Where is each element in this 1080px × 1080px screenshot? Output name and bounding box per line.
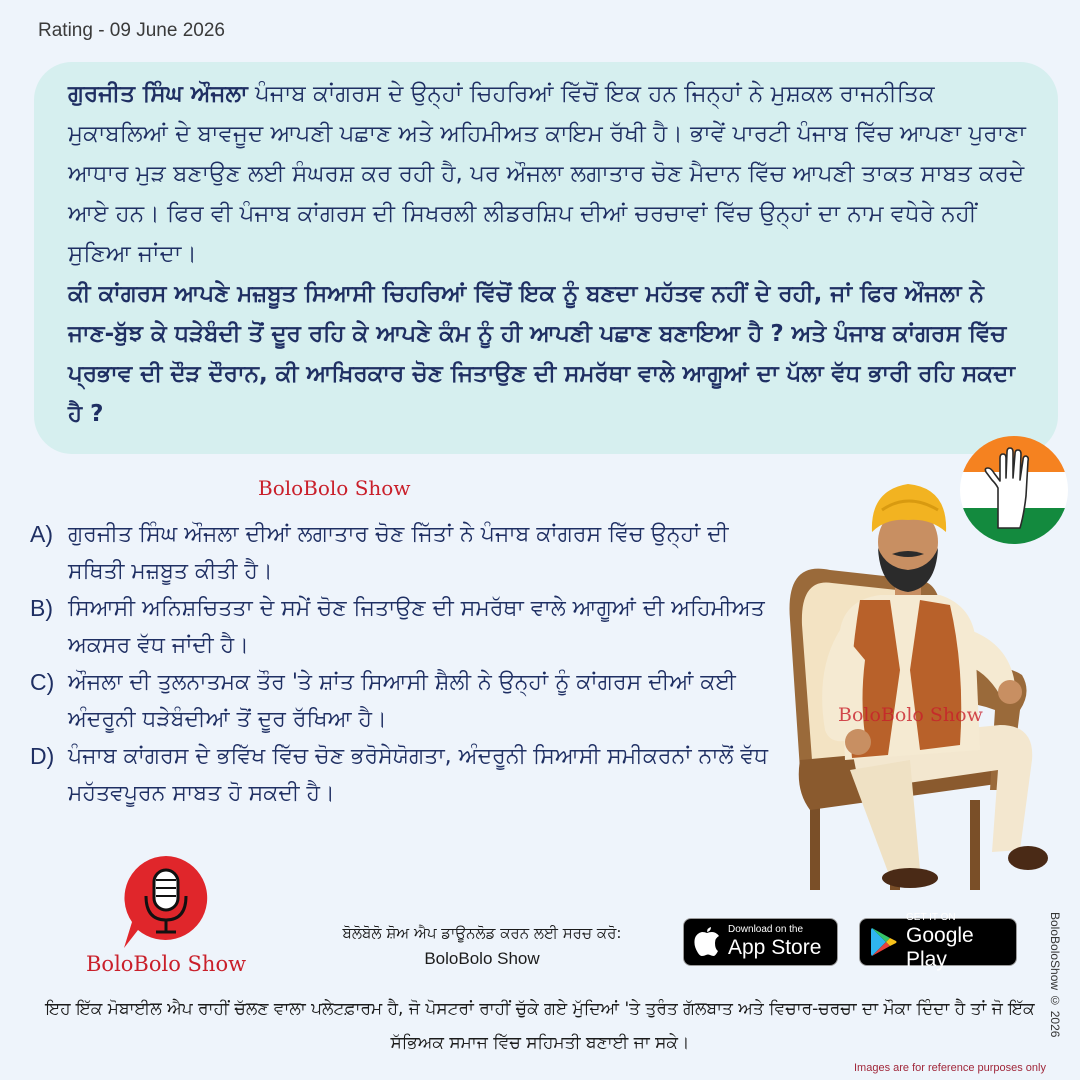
option-text: ਔਜਲਾ ਦੀ ਤੁਲਨਾਤਮਕ ਤੌਰ 'ਤੇ ਸ਼ਾਂਤ ਸਿਆਸੀ ਸ਼ੈਲੀ ਨੇ ਉਨ੍ਹਾਂ ਨੂੰ ਕਾਂਗਰਸ ਦੀਆਂ ਕਈ ਅੰਦਰੂਨੀ ਧੜੇਬੰਦੀਆਂ ਤੋਂ ਦੂਰ ਰੱਖਿਆ ਹੈ। <box>68 670 736 732</box>
rating-date: Rating - 09 June 2026 <box>38 20 225 41</box>
option-key: B) <box>30 595 53 621</box>
appstore-label: App Store <box>728 936 822 959</box>
download-prompt <box>292 920 672 972</box>
option-key: C) <box>30 669 55 695</box>
google-play-button[interactable] <box>859 912 1017 971</box>
download-instruction: ਬੋਲੋਬੋਲੋ ਸ਼ੋਅ ਐਪ ਡਾਊਨਲੋਡ ਕਰਨ ਲਈ ਸਰਚ ਕਰੋ: <box>342 924 622 942</box>
option-text: ਗੁਰਜੀਤ ਸਿੰਘ ਔਜਲਾ ਦੀਆਂ ਲਗਾਤਾਰ ਚੋਣ ਜਿੱਤਾਂ ਨੇ ਪੰਜਾਬ ਕਾਂਗਰਸ ਵਿੱਚ ਉਨ੍ਹਾਂ ਦੀ ਸਥਿਤੀ ਮਜ਼ਬੂਤ ਕੀਤੀ ਹੈ। <box>68 522 729 584</box>
intro-question: ਕੀ ਕਾਂਗਰਸ ਆਪਣੇ ਮਜ਼ਬੂਤ ਸਿਆਸੀ ਚਿਹਰਿਆਂ ਵਿੱਚੋਂ ਇਕ ਨੂੰ ਬਣਦਾ ਮਹੱਤਵ ਨਹੀਂ ਦੇ ਰਹੀ, ਜਾਂ ਫਿਰ ਔਜਲਾ ਨੇ ਜਾਣ-ਬੁੱਝ ਕੇ ਧੜੇਬੰਦੀ ਤੋਂ ਦੂਰ ਰਹਿ ਕੇ ਆਪਣੇ ਕੰਮ ਨੂੰ ਹੀ ਆਪਣੀ ਪਛਾਣ ਬਣਾਇਆ ਹੈ ? ਅਤੇ ਪੰਜਾਬ ਕਾਂਗਰਸ ਵਿੱਚ ਪ੍ਰਭਾਵ ਦੀ ਦੌੜ ਦੌਰਾਨ, ਕੀ ਆਖ਼ਿਰਕਾਰ ਚੋਣ ਜਿਤਾਉਣ ਦੀ ਸਮਰੱਥਾ ਵਾਲੇ ਆਗੂਆਂ ਦਾ ਪੱਲਾ ਵੱਧ ਭਾਰੀ ਰਹਿ ਸਕਦਾ ਹੈ ? <box>68 281 1015 427</box>
image-disclaimer: Images are for reference purposes only <box>854 1062 1046 1074</box>
copyright-notice: BoloBoloShow © 2026 <box>1048 912 1062 1038</box>
footer-description: ਇਹ ਇੱਕ ਮੋਬਾਈਲ ਐਪ ਰਾਹੀਂ ਚੱਲਣ ਵਾਲਾ ਪਲੇਟਫ਼ਾਰਮ ਹੈ, ਜੋ ਪੋਸਟਰਾਂ ਰਾਹੀਂ ਚੁੱਕੇ ਗਏ ਮੁੱਦਿਆਂ 'ਤੇ ਤੁਰੰਤ ਗੱਲਬਾਤ ਅਤੇ ਵਿਚਾਰ-ਚਰਚਾ ਦਾ ਮੌਕਾ ਦਿੰਦਾ ਹੈ ਤਾਂ ਜੋ ਇੱਕ ਸੱਭਿਅਕ ਸਮਾਜ ਵਿੱਚ ਸਹਿਮਤੀ ਬਣਾਈ ਜਾ ਸਕੇ। <box>45 999 1035 1053</box>
option-c[interactable] <box>30 664 770 738</box>
option-key: D) <box>30 743 55 769</box>
app-store-button[interactable] <box>683 918 838 966</box>
option-text: ਪੰਜਾਬ ਕਾਂਗਰਸ ਦੇ ਭਵਿੱਖ ਵਿੱਚ ਚੋਣ ਭਰੋਸੇਯੋਗਤਾ, ਅੰਦਰੂਨੀ ਸਿਆਸੀ ਸਮੀਕਰਨਾਂ ਨਾਲੋਂ ਵੱਧ ਮਹੱਤਵਪੂਰਨ ਸਾਬਤ ਹੋ ਸਕਦੀ ਹੈ। <box>68 744 768 806</box>
leader-portrait <box>770 470 1060 910</box>
microphone-icon <box>118 852 214 952</box>
apple-icon <box>694 927 720 957</box>
appstore-caption: Download on the <box>728 924 804 935</box>
google-play-icon <box>870 927 898 957</box>
option-b[interactable] <box>30 590 770 664</box>
brand-label: BoloBolo Show <box>258 476 411 500</box>
option-text: ਸਿਆਸੀ ਅਨਿਸ਼ਚਿਤਤਾ ਦੇ ਸਮੇਂ ਚੋਣ ਜਿਤਾਉਣ ਦੀ ਸਮਰੱਥਾ ਵਾਲੇ ਆਗੂਆਂ ਦੀ ਅਹਿਮੀਅਤ ਅਕਸਰ ਵੱਧ ਜਾਂਦੀ ਹੈ। <box>68 596 765 658</box>
intro-panel <box>34 62 1058 454</box>
option-d[interactable] <box>30 738 770 812</box>
leader-name: ਗੁਰਜੀਤ ਸਿੰਘ ਔਜਲਾ <box>68 81 248 107</box>
answer-options <box>30 516 770 812</box>
googleplay-caption: GET IT ON <box>906 912 956 923</box>
brand-watermark: BoloBolo Show <box>838 704 983 726</box>
app-name: BoloBolo Show <box>424 949 540 968</box>
googleplay-label: Google Play <box>906 924 974 971</box>
intro-body: ਪੰਜਾਬ ਕਾਂਗਰਸ ਦੇ ਉਨ੍ਹਾਂ ਚਿਹਰਿਆਂ ਵਿੱਚੋਂ ਇਕ ਹਨ ਜਿਨ੍ਹਾਂ ਨੇ ਮੁਸ਼ਕਲ ਰਾਜਨੀਤਿਕ ਮੁਕਾਬਲਿਆਂ ਦੇ ਬਾਵਜੂਦ ਆਪਣੀ ਪਛਾਣ ਅਤੇ ਅਹਿਮੀਅਤ ਕਾਇਮ ਰੱਖੀ ਹੈ। ਭਾਵੇਂ ਪਾਰਟੀ ਪੰਜਾਬ ਵਿੱਚ ਆਪਣਾ ਪੁਰਾਣਾ ਆਧਾਰ ਮੁੜ ਬਣਾਉਣ ਲਈ ਸੰਘਰਸ਼ ਕਰ ਰਹੀ ਹੈ, ਪਰ ਔਜਲਾ ਲਗਾਤਾਰ ਚੋਣ ਮੈਦਾਨ ਵਿੱਚ ਆਪਣੀ ਤਾਕਤ ਸਾਬਤ ਕਰਦੇ ਆਏ ਹਨ। ਫਿਰ ਵੀ ਪੰਜਾਬ ਕਾਂਗਰਸ ਦੀ ਸਿਖਰਲੀ ਲੀਡਰਸ਼ਿਪ ਦੀਆਂ ਚਰਚਾਵਾਂ ਵਿੱਚ ਉਨ੍ਹਾਂ ਦਾ ਨਾਮ ਵਧੇਰੇ ਨਹੀਂ ਸੁਣਿਆ ਜਾਂਦਾ। <box>68 81 1026 267</box>
brand-logo-text: BoloBolo Show <box>86 952 247 976</box>
option-key: A) <box>30 521 53 547</box>
option-a[interactable] <box>30 516 770 590</box>
